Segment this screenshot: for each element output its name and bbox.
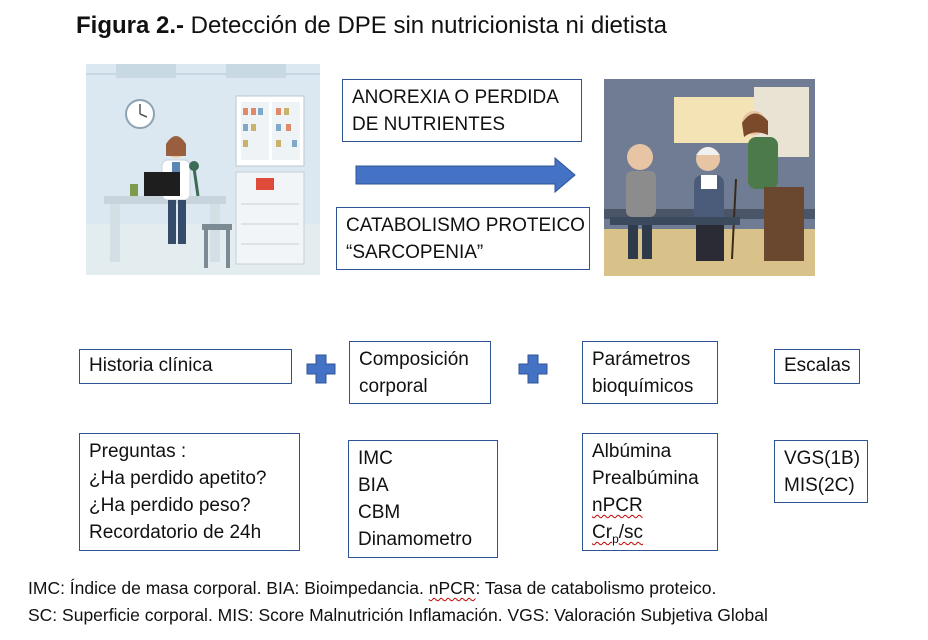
composicion-detail-line: BIA: [358, 475, 389, 496]
composicion-corporal-box: [349, 341, 491, 404]
footnote-1a: IMC: Índice de masa corporal. BIA: Bioimpedancia.: [28, 578, 429, 598]
parametros-detail-line: Albúmina: [592, 441, 672, 462]
historia-clinica-box: [79, 349, 292, 384]
parametros-detail-line: nPCR: [592, 495, 643, 516]
footnote-1b: nPCR: [428, 578, 476, 598]
footnote-2: SC: Superficie corporal. MIS: Score Malnutrición Inflamación. VGS: Valoración Subjetiva Global: [28, 605, 768, 625]
parametros-detail-line-cr: [592, 519, 708, 553]
escalas-detail-line: VGS(1B): [784, 448, 861, 469]
historia-detail-line: Preguntas :: [89, 441, 187, 462]
footnote-line-1: [28, 578, 716, 599]
composicion-detail-line: IMC: [358, 448, 393, 469]
parametros-line-1: Parámetros: [592, 349, 691, 370]
escalas-detail-box: [774, 440, 868, 503]
escalas-label: Escalas: [784, 355, 851, 376]
doctor-office-svg: [86, 64, 320, 275]
figure-title-text: Detección de DPE sin nutricionista ni dietista: [184, 12, 667, 39]
parametros-bioquimicos-box: [582, 341, 718, 404]
plus-icon: [518, 354, 548, 384]
anorexia-line-2: DE NUTRIENTES: [352, 114, 506, 135]
composicion-detail-line: CBM: [358, 502, 401, 523]
figure-title-bold: Figura 2.-: [76, 12, 185, 39]
figure-title: [76, 12, 667, 40]
cr-tail: /sc: [618, 522, 644, 543]
parametros-detail-line: Prealbúmina: [592, 468, 699, 489]
composicion-line-2: corporal: [359, 376, 428, 397]
historia-clinica-label: Historia clínica: [89, 355, 213, 376]
parametros-line-2: bioquímicos: [592, 376, 694, 397]
historia-detail-line: ¿Ha perdido apetito?: [89, 468, 267, 489]
parametros-detail-box: [582, 433, 718, 551]
elderly-patients-svg: [604, 79, 815, 276]
right-arrow-icon: [355, 156, 577, 199]
doctor-office-illustration: [86, 64, 320, 275]
escalas-box: [774, 349, 860, 384]
anorexia-line-1: ANOREXIA O PERDIDA: [352, 87, 559, 108]
catabolismo-line-1: CATABOLISMO PROTEICO: [346, 215, 585, 236]
escalas-detail-line: MIS(2C): [784, 475, 855, 496]
historia-detail-line: Recordatorio de 24h: [89, 522, 262, 543]
cr-subscript: p: [612, 531, 619, 546]
cr-text: Cr: [592, 522, 613, 543]
composicion-detail-box: [348, 440, 498, 558]
footnote-1c: : Tasa de catabolismo proteico.: [475, 578, 717, 598]
composicion-detail-line: Dinamometro: [358, 529, 473, 550]
historia-detail-box: [79, 433, 300, 551]
footnote-line-2: [28, 605, 768, 626]
historia-detail-line: ¿Ha perdido peso?: [89, 495, 251, 516]
catabolismo-line-2: “SARCOPENIA”: [346, 242, 484, 263]
elderly-patients-illustration: [604, 79, 815, 276]
plus-icon: [306, 354, 336, 384]
anorexia-box: [342, 79, 582, 142]
composicion-line-1: Composición: [359, 349, 469, 370]
catabolismo-box: [336, 207, 590, 270]
